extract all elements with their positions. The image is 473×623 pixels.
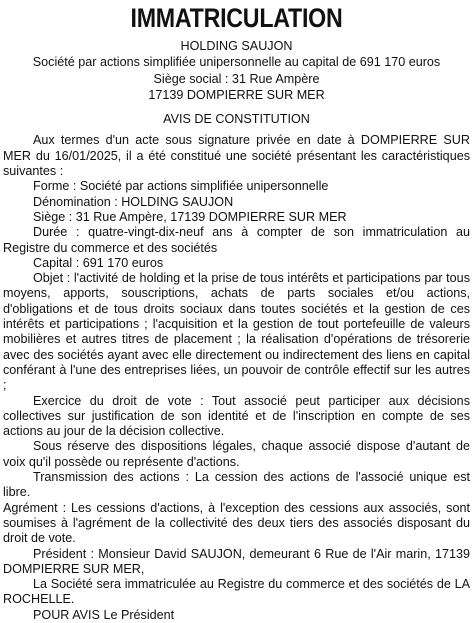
paragraph-president: Président : Monsieur David SAUJON, demeurant 6 Rue de l'Air marin, 17139 DOMPIERRE SUR MER, [3,546,470,576]
paragraph-agrement: Agrément : Les cessions d'actions, à l'exception des cessions aux associés, sont soumises à l'agrément de la collectivité des deux tiers des associés disposant du droit de vote. [3,500,470,546]
paragraph-transmission: Transmission des actions : La cession des actions de l'associé unique est libre. [3,470,470,500]
paragraph-intro: Aux termes d'un acte sous signature privée en date à DOMPIERRE SUR MER du 16/01/2025, il a été constitué une société présentant les caractéristiques suivantes : [3,133,470,179]
paragraph-droit-de-vote: Exercice du droit de vote : Tout associé peut participer aux décisions collectives sur justification de son identité et de l'inscription en compte de ses actions au jour de la décision collective. [3,393,470,439]
notice-heading: AVIS DE CONSTITUTION [163,112,310,127]
paragraph-siege: Siège : 31 Rue Ampère, 17139 DOMPIERRE SUR MER [33,209,347,224]
paragraph-duree: Durée : quatre-vingt-dix-neuf ans à compter de son immatriculation au Registre du commerce et des sociétés [3,225,470,255]
paragraph-objet: Objet : l'activité de holding et la prise de tous intérêts et participations par tous moyens, apports, souscriptions, achats de parts sociales et/ou actions, d'obligations et de tous droits sociaux dans toutes sociétés et la gestion de ces intérêts et participations ; l'acquisition et la gestion de tout portefeuille de valeurs mobilières et autres titres de placement ; la réalisation d'opérations de trésorerie avec des sociétés ayant avec elle directement ou indirectement des liens en capital conférant à l'une des entreprises liées, un pouvoir de contrôle effectif sur les autres ; [3,271,470,393]
company-address-street: Siège social : 31 Rue Ampère [153,71,320,86]
paragraph-forme: Forme : Société par actions simplifiée unipersonnelle [33,179,329,194]
notice-body [3,133,470,623]
paragraph-reserve: Sous réserve des dispositions légales, chaque associé dispose d'autant de voix qu'il possède ou représente d'actions. [3,439,470,469]
company-name: HOLDING SAUJON [180,39,293,53]
company-address-city: 17139 DOMPIERRE SUR MER [148,87,325,102]
paragraph-denomination: Dénomination : HOLDING SAUJON [33,194,234,209]
notice-title: IMMATRICULATION [130,3,343,33]
paragraph-capital: Capital : 691 170 euros [33,255,164,270]
paragraph-signature: POUR AVIS Le Président [33,607,175,622]
paragraph-immatriculation: La Société sera immatriculée au Registre du commerce et des sociétés de LA ROCHELLE. [3,577,470,607]
company-legal-form: Société par actions simplifiée unipersonnelle au capital de 691 170 euros [32,55,441,70]
